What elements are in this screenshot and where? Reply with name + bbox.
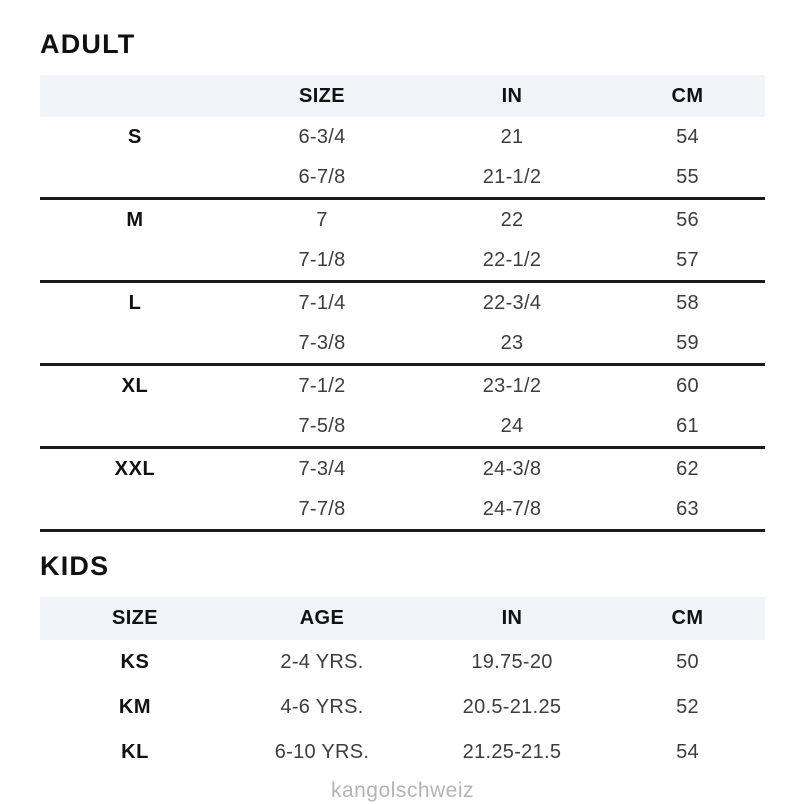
watermark-text: kangolschweiz: [330, 779, 475, 802]
kids-column-header-cm: CM: [671, 607, 704, 629]
kids-size-table: [40, 597, 765, 775]
size-label-cell: S: [128, 126, 142, 148]
table-row: [40, 283, 765, 323]
adult-table-body: [40, 117, 765, 532]
table-row: [40, 640, 765, 685]
table-row: [40, 157, 765, 197]
table-cell: 7-7/8: [298, 498, 346, 520]
table-cell: 52: [676, 696, 699, 718]
table-cell: 6-7/8: [298, 166, 346, 188]
table-cell: 54: [676, 126, 699, 148]
table-cell: 21-1/2: [482, 166, 542, 188]
size-group: [40, 366, 765, 449]
table-row: [40, 685, 765, 730]
table-cell: 7-5/8: [298, 415, 346, 437]
adult-column-header-size: SIZE: [298, 84, 346, 107]
table-cell: 6-3/4: [298, 126, 346, 148]
table-cell: 4-6 YRS.: [280, 696, 364, 718]
table-row: [40, 200, 765, 240]
table-cell: 7-1/8: [298, 249, 346, 271]
table-cell: 2-4 YRS.: [280, 651, 364, 673]
kids-column-header-age: AGE: [299, 607, 345, 629]
size-label-cell: XXL: [114, 458, 156, 480]
table-cell: 57: [676, 249, 699, 271]
kids-table-body: [40, 640, 765, 775]
table-cell: 24-7/8: [482, 498, 542, 520]
table-row: [40, 323, 765, 363]
size-group: [40, 117, 765, 200]
size-group: [40, 200, 765, 283]
table-row: [40, 730, 765, 775]
table-cell: 7-3/8: [298, 332, 346, 354]
kids-section-title: KIDS: [40, 551, 110, 581]
table-cell: 7-1/2: [298, 375, 346, 397]
adult-column-header-in: IN: [501, 84, 523, 107]
size-label-cell: KS: [120, 651, 150, 673]
table-cell: 6-10 YRS.: [274, 741, 370, 763]
table-cell: 50: [676, 651, 699, 673]
table-cell: 21: [500, 126, 524, 148]
table-cell: 60: [676, 375, 699, 397]
size-label-cell: XL: [121, 375, 149, 397]
table-row: [40, 449, 765, 489]
table-cell: 22: [500, 209, 524, 231]
adult-size-table: [40, 75, 765, 532]
table-cell: 19.75-20: [471, 651, 553, 673]
table-cell: 7: [316, 209, 328, 231]
size-label-cell: L: [128, 292, 142, 314]
kids-column-header-in: IN: [501, 607, 523, 629]
table-cell: 23-1/2: [482, 375, 542, 397]
table-row: [40, 489, 765, 529]
size-label-cell: KM: [118, 696, 152, 718]
kids-column-header-size: SIZE: [111, 607, 159, 629]
table-cell: 24-3/8: [482, 458, 542, 480]
table-cell: 20.5-21.25: [462, 696, 562, 718]
table-cell: 22-1/2: [482, 249, 542, 271]
kids-table-header-row: [40, 597, 765, 640]
size-group: [40, 449, 765, 532]
size-group: [40, 283, 765, 366]
adult-column-header-cm: CM: [671, 84, 704, 107]
table-row: [40, 406, 765, 446]
table-cell: 58: [676, 292, 699, 314]
table-cell: 55: [676, 166, 699, 188]
table-cell: 56: [676, 209, 699, 231]
table-row: [40, 366, 765, 406]
table-cell: 62: [676, 458, 699, 480]
adult-table-header-row: [40, 75, 765, 117]
table-row: [40, 117, 765, 157]
table-cell: 23: [500, 332, 524, 354]
size-label-cell: KL: [121, 741, 149, 763]
table-row: [40, 240, 765, 280]
table-cell: 22-3/4: [482, 292, 542, 314]
table-cell: 59: [676, 332, 699, 354]
table-cell: 54: [676, 741, 699, 763]
table-cell: 63: [676, 498, 699, 520]
table-cell: 7-1/4: [298, 292, 346, 314]
size-label-cell: M: [126, 209, 144, 231]
adult-section-title: ADULT: [40, 29, 136, 59]
table-cell: 24: [500, 415, 524, 437]
table-cell: 61: [676, 415, 699, 437]
table-cell: 21.25-21.5: [462, 741, 562, 763]
table-cell: 7-3/4: [298, 458, 346, 480]
